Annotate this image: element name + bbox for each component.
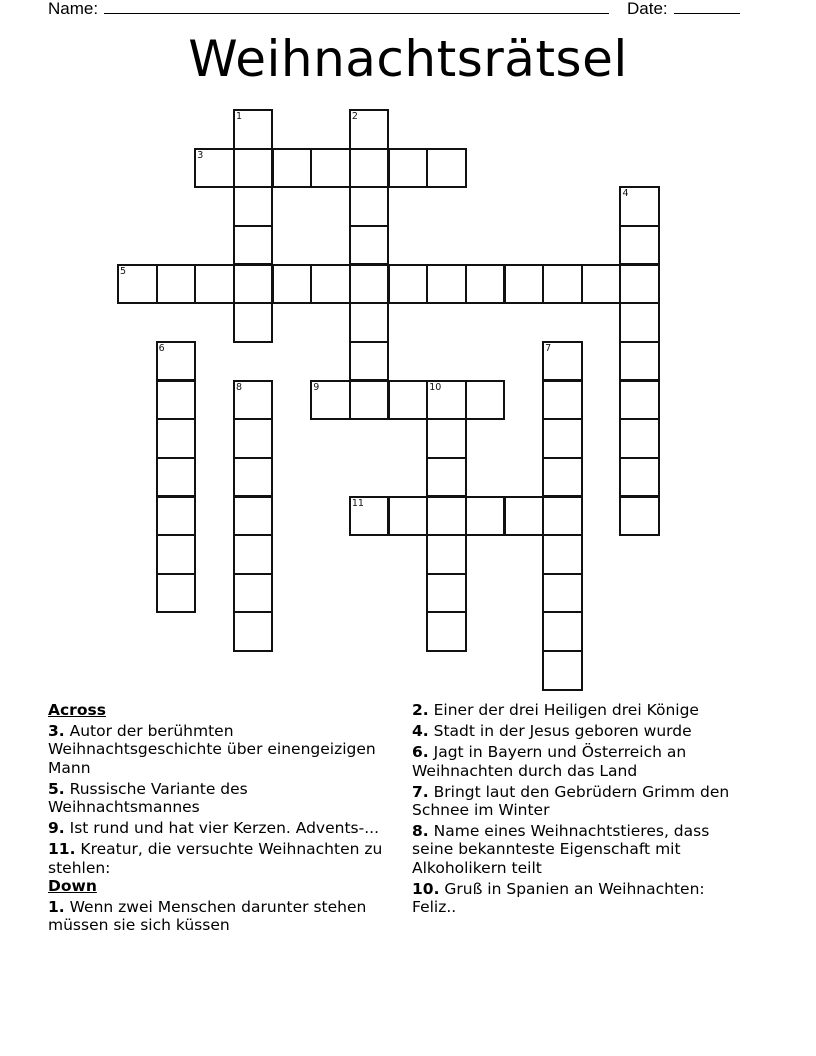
crossword-cell[interactable] <box>233 573 274 614</box>
crossword-cell[interactable] <box>233 496 274 537</box>
cell-number: 6 <box>158 342 165 354</box>
crossword-cell[interactable] <box>542 457 583 498</box>
crossword-cell[interactable] <box>349 148 390 189</box>
crossword-cell[interactable] <box>117 264 158 305</box>
crossword-cell[interactable] <box>388 264 429 305</box>
crossword-cell[interactable] <box>194 148 235 189</box>
crossword-cell[interactable] <box>619 418 660 459</box>
crossword-cell[interactable] <box>542 418 583 459</box>
crossword-cell[interactable] <box>349 109 390 150</box>
cell-number: 10 <box>429 381 442 393</box>
crossword-cell[interactable] <box>156 534 197 575</box>
crossword-cell[interactable] <box>542 264 583 305</box>
crossword-cell[interactable] <box>426 573 467 614</box>
crossword-cell[interactable] <box>426 148 467 189</box>
crossword-cell[interactable] <box>156 341 197 382</box>
crossword-cell[interactable] <box>233 611 274 652</box>
crossword-cell[interactable] <box>542 496 583 537</box>
crossword-cell[interactable] <box>619 380 660 421</box>
crossword-cell[interactable] <box>426 457 467 498</box>
crossword-cell[interactable] <box>156 457 197 498</box>
crossword-cell[interactable] <box>156 264 197 305</box>
crossword-cell[interactable] <box>233 380 274 421</box>
clue-text: Bringt laut den Gebrüdern Grimm den Schnee im Winter <box>412 782 730 820</box>
crossword-cell[interactable] <box>233 457 274 498</box>
crossword-cell[interactable] <box>349 225 390 266</box>
clue-down-8 <box>412 822 752 877</box>
clue-number: 1. <box>48 898 65 917</box>
crossword-cell[interactable] <box>388 496 429 537</box>
crossword-cell[interactable] <box>310 380 351 421</box>
clue-number: 4. <box>412 722 429 741</box>
crossword-cell[interactable] <box>156 380 197 421</box>
crossword-cell[interactable] <box>310 148 351 189</box>
clue-text: Autor der berühmten Weihnachtsgeschichte über einengeizigen Mann <box>48 722 376 777</box>
crossword-cell[interactable] <box>233 534 274 575</box>
across-heading: Across <box>48 701 106 719</box>
clue-down-10 <box>412 880 752 916</box>
crossword-cell[interactable] <box>581 264 622 305</box>
clue-text: Name eines Weihnachtstieres, dass seine bekannteste Eigenschaft mit Alkoholikern teilt <box>412 822 710 877</box>
crossword-cell[interactable] <box>349 264 390 305</box>
crossword-cell[interactable] <box>542 534 583 575</box>
clue-down-7 <box>412 783 752 819</box>
crossword-cell[interactable] <box>619 225 660 266</box>
crossword-cell[interactable] <box>233 109 274 150</box>
clues-left-column <box>48 701 403 937</box>
clue-number: 6. <box>412 743 429 762</box>
crossword-cell[interactable] <box>619 186 660 227</box>
clue-down-4 <box>412 722 752 740</box>
page-title: Weihnachtsrätsel <box>188 30 628 88</box>
crossword-cell[interactable] <box>426 496 467 537</box>
crossword-cell[interactable] <box>619 496 660 537</box>
clue-number: 3. <box>48 722 65 741</box>
crossword-cell[interactable] <box>619 457 660 498</box>
clue-text: Russische Variante des Weihnachtsmannes <box>48 779 248 817</box>
cell-number: 7 <box>545 342 552 354</box>
crossword-cell[interactable] <box>156 418 197 459</box>
crossword-cell[interactable] <box>233 148 274 189</box>
clue-text: Wenn zwei Menschen darunter stehen müssen sie sich küssen <box>48 898 367 935</box>
clue-number: 5. <box>48 779 65 798</box>
down-heading: Down <box>48 876 97 895</box>
crossword-cell[interactable] <box>465 496 506 537</box>
clue-down-6 <box>412 743 752 779</box>
date-label: Date: <box>627 0 668 18</box>
clue-number: 9. <box>48 819 65 838</box>
cell-number: 5 <box>120 265 127 277</box>
crossword-cell[interactable] <box>426 380 467 421</box>
crossword-cell[interactable] <box>349 380 390 421</box>
cell-number: 11 <box>351 497 364 509</box>
cell-number: 8 <box>235 381 242 393</box>
crossword-cell[interactable] <box>542 611 583 652</box>
crossword-cell[interactable] <box>465 380 506 421</box>
clue-text: Gruß in Spanien an Weihnachten: Feliz.. <box>412 879 705 917</box>
crossword-cell[interactable] <box>233 264 274 305</box>
name-label: Name: <box>48 0 99 18</box>
crossword-cell[interactable] <box>426 264 467 305</box>
clue-across-5 <box>48 780 403 816</box>
crossword-cell[interactable] <box>426 534 467 575</box>
crossword-cell[interactable] <box>619 264 660 305</box>
crossword-cell[interactable] <box>542 573 583 614</box>
clue-text: Einer der drei Heiligen drei Könige <box>433 701 699 719</box>
clue-number: 7. <box>412 782 429 801</box>
crossword-cell[interactable] <box>542 650 583 691</box>
crossword-cell[interactable] <box>465 264 506 305</box>
clue-number: 2. <box>412 701 429 719</box>
crossword-cell[interactable] <box>426 418 467 459</box>
clue-number: 8. <box>412 822 429 841</box>
crossword-cell[interactable] <box>233 225 274 266</box>
clues-right-column <box>412 701 752 919</box>
cell-number: 9 <box>313 381 320 393</box>
crossword-cell[interactable] <box>542 341 583 382</box>
crossword-cell[interactable] <box>542 380 583 421</box>
clue-text: Kreatur, die versuchte Weihnachten zu stehlen: <box>48 840 383 877</box>
crossword-cell[interactable] <box>349 302 390 343</box>
clue-text: Stadt in der Jesus geboren wurde <box>433 722 692 741</box>
clue-across-9 <box>48 819 403 837</box>
crossword-cell[interactable] <box>156 573 197 614</box>
clue-across-3 <box>48 722 403 777</box>
crossword-cell[interactable] <box>310 264 351 305</box>
crossword-cell[interactable] <box>349 186 390 227</box>
crossword-cell[interactable] <box>194 264 235 305</box>
clue-text: Ist rund und hat vier Kerzen. Advents-... <box>69 819 379 838</box>
crossword-cell[interactable] <box>272 148 313 189</box>
crossword-cell[interactable] <box>388 380 429 421</box>
crossword-cell[interactable] <box>156 496 197 537</box>
crossword-cell[interactable] <box>388 148 429 189</box>
crossword-cell[interactable] <box>233 302 274 343</box>
clue-number: 10. <box>412 879 440 898</box>
crossword-cell[interactable] <box>426 611 467 652</box>
crossword-cell[interactable] <box>504 264 545 305</box>
crossword-cell[interactable] <box>619 302 660 343</box>
clue-number: 11. <box>48 840 76 859</box>
crossword-cell[interactable] <box>233 418 274 459</box>
cell-number: 2 <box>351 111 358 122</box>
crossword-cell[interactable] <box>272 264 313 305</box>
cell-number: 1 <box>235 111 242 122</box>
clue-across-11 <box>48 840 403 876</box>
cell-number: 3 <box>197 149 204 161</box>
crossword-cell[interactable] <box>233 186 274 227</box>
clue-text: Jagt in Bayern und Österreich an Weihnachten durch das Land <box>412 743 687 780</box>
crossword-cell[interactable] <box>619 341 660 382</box>
clue-down-1 <box>48 898 403 934</box>
cell-number: 4 <box>622 188 629 200</box>
crossword-cell[interactable] <box>504 496 545 537</box>
crossword-cell[interactable] <box>349 496 390 537</box>
clue-down-2 <box>412 701 752 719</box>
crossword-cell[interactable] <box>349 341 390 382</box>
